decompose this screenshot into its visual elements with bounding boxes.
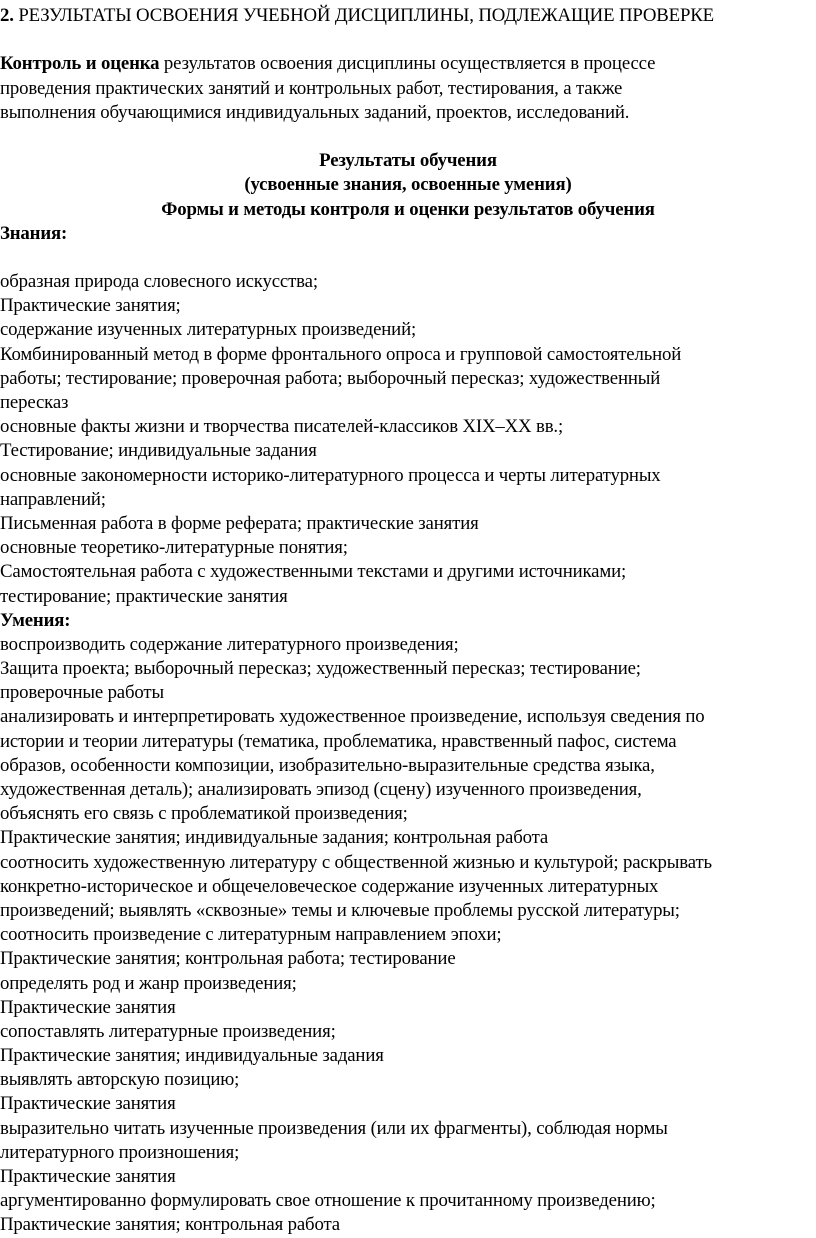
list-item: пересказ	[0, 392, 69, 413]
list-item: основные теоретико-литературные понятия;	[0, 537, 348, 559]
list-item: Комбинированный метод в форме фронтального опроса и групповой самостоятельной	[0, 343, 682, 365]
intro-line-1-rest: результатов освоения дисциплины осуществляется в процессе	[159, 53, 656, 75]
list-item: тестирование; практические занятия	[0, 585, 288, 607]
list-item: основные факты жизни и творчества писателей-классиков XIX–XX вв.;	[0, 416, 564, 438]
list-item: направлений;	[0, 488, 106, 510]
list-item: художественная деталь); анализировать эпизод (сцену) изученного произведения,	[0, 779, 642, 800]
list-item: Практические занятия; контрольная работа	[0, 1214, 340, 1236]
list-item: проверочные работы	[0, 682, 164, 704]
list-item: соотносить произведение с литературным направлением эпохи;	[0, 924, 502, 946]
heading-results: Результаты обучения	[319, 150, 497, 172]
spacer	[0, 28, 816, 52]
spacer	[0, 125, 816, 149]
list-item: образная природа словесного искусства;	[0, 271, 318, 293]
section-heading	[0, 4, 816, 28]
list-item: произведений; выявлять «сквозные» темы и ключевые проблемы русской литературы;	[0, 899, 680, 921]
list-item: воспроизводить содержание литературного произведения;	[0, 633, 459, 655]
intro-line-1	[0, 52, 816, 76]
skills-label: Умения:	[0, 609, 71, 631]
list-item: Самостоятельная работа с художественными текстами и другими источниками;	[0, 561, 627, 583]
list-item: Практические занятия	[0, 1093, 176, 1115]
list-item: литературного произношения;	[0, 1141, 240, 1163]
heading-results-sub: (усвоенные знания, освоенные умения)	[244, 174, 572, 196]
intro-bold-lead: Контроль и оценка	[0, 53, 160, 75]
list-item: Практические занятия; индивидуальные задания; контрольная работа	[0, 827, 549, 849]
section-number: 2.	[0, 5, 14, 26]
knowledge-label: Знания:	[0, 222, 68, 244]
list-item: сопоставлять литературные произведения;	[0, 1020, 336, 1042]
heading-forms: Формы и методы контроля и оценки результатов обучения	[161, 198, 655, 220]
section-title: РЕЗУЛЬТАТЫ ОСВОЕНИЯ УЧЕБНОЙ ДИСЦИПЛИНЫ, ПОДЛЕЖАЩИЕ ПРОВЕРКЕ	[13, 5, 714, 26]
list-item: объяснять его связь с проблематикой произведения;	[0, 803, 408, 825]
knowledge-list	[0, 270, 816, 609]
list-item: Практические занятия; индивидуальные задания	[0, 1045, 384, 1067]
list-item: Практические занятия	[0, 996, 176, 1018]
list-item: аргументированно формулировать свое отношение к прочитанному произведению;	[0, 1190, 656, 1212]
list-item: Письменная работа в форме реферата; практические занятия	[0, 512, 479, 534]
list-item: соотносить художественную литературу с общественной жизнью и культурой; раскрывать	[0, 851, 712, 873]
list-item: определять род и жанр произведения;	[0, 972, 297, 994]
list-item: конкретно-историческое и общечеловеческое содержание изученных литературных	[0, 875, 659, 897]
list-item: выразительно читать изученные произведения (или их фрагменты), соблюдая нормы	[0, 1117, 668, 1139]
skills-list	[0, 633, 816, 1238]
list-item: работы; тестирование; проверочная работа; выборочный пересказ; художественный	[0, 367, 661, 389]
list-item: Практические занятия; контрольная работа; тестирование	[0, 948, 456, 970]
list-item: образов, особенности композиции, изобразительно-выразительные средства языка,	[0, 754, 655, 776]
intro-line-3: выполнения обучающимися индивидуальных заданий, проектов, исследований.	[0, 101, 630, 123]
list-item: Практические занятия	[0, 1166, 176, 1187]
intro-line-2: проведения практических занятий и контрольных работ, тестирования, а также	[0, 77, 623, 99]
list-item: содержание изученных литературных произведений;	[0, 319, 417, 341]
list-item: анализировать и интерпретировать художественное произведение, используя сведения по	[0, 706, 705, 728]
list-item: выявлять авторскую позицию;	[0, 1069, 240, 1091]
list-item: истории и теории литературы (тематика, проблематика, нравственный пафос, система	[0, 730, 677, 752]
list-item: Практические занятия;	[0, 295, 181, 317]
spacer	[0, 246, 816, 270]
list-item: Защита проекта; выборочный пересказ; художественный пересказ; тестирование;	[0, 658, 641, 680]
list-item: Тестирование; индивидуальные задания	[0, 440, 317, 462]
list-item: основные закономерности историко-литературного процесса и черты литературных	[0, 464, 661, 486]
